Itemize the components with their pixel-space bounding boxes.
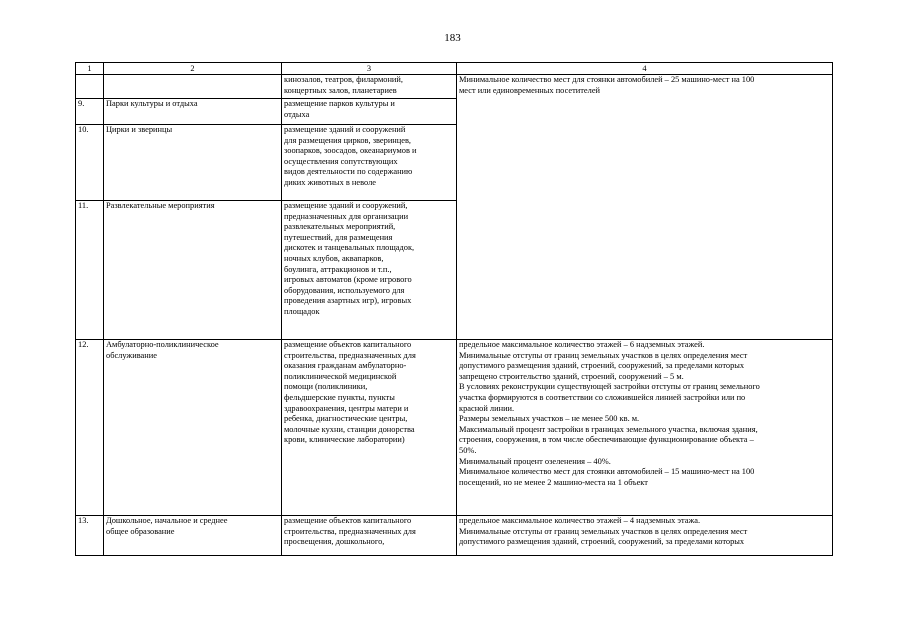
page-number: 183 (444, 32, 461, 44)
row-number-cell: 10. (76, 125, 104, 201)
use-description-cell: размещение зданий и сооружений, предназначенных для организации развлекательных мероприятий, путешествий, для размещения дискотек и танцевальных площадок, ночных клубов, аквапарков, боулинга, аттракционов и т.п., игровых автоматов (кроме игрового оборудования, используемого для проведения азартных игр), игровых площадок (282, 201, 457, 340)
zoning-table (75, 62, 833, 556)
parameters-cell: Минимальное количество мест для стоянки автомобилей – 25 машино-мест на 100 мест или единовременных посетителей (457, 75, 833, 340)
use-description-cell: размещение объектов капитального строительства, предназначенных для просвещения, дошкольного, (282, 516, 457, 556)
use-name-cell: Цирки и зверинцы (104, 125, 282, 201)
row-number-cell (76, 75, 104, 99)
table-row (76, 516, 833, 556)
use-name-cell: Развлекательные мероприятия (104, 201, 282, 340)
use-name-cell: Парки культуры и отдыха (104, 99, 282, 125)
row-number-cell: 11. (76, 201, 104, 340)
column-header: 4 (457, 63, 833, 75)
column-header: 3 (282, 63, 457, 75)
parameters-cell: предельное максимальное количество этажей – 6 надземных этажей. Минимальные отступы от границ земельных участков в целях определения мест допустимого размещения зданий, строений, сооружений, за пределами которых запрещено строительство зданий, строений, сооружений – 5 м. В условиях реконструкции существующей застройки отступы от границ земельного участка формируются в соответствии со сложившейся линией застройки или по красной линии. Размеры земельных участков – не менее 500 кв. м. Максимальный процент застройки в границах земельного участка, включая здания, строения, сооружения, в том числе обеспечивающие функционирование объекта – 50%. Минимальный процент озеленения – 40%. Минимальное количество мест для стоянки автомобилей – 15 машино-мест на 100 посещений, но не менее 2 машино-места на 1 объект (457, 340, 833, 516)
column-header: 2 (104, 63, 282, 75)
row-number-cell: 13. (76, 516, 104, 556)
table-row (76, 75, 833, 99)
parameters-cell: предельное максимальное количество этажей – 4 надземных этажа. Минимальные отступы от границ земельных участков в целях определения мест допустимого размещения зданий, строений, сооружений, за пределами которых (457, 516, 833, 556)
table-header-row (76, 63, 833, 75)
use-name-cell: Амбулаторно-поликлиническое обслуживание (104, 340, 282, 516)
column-header: 1 (76, 63, 104, 75)
use-name-cell: Дошкольное, начальное и среднее общее образование (104, 516, 282, 556)
use-name-cell (104, 75, 282, 99)
row-number-cell: 12. (76, 340, 104, 516)
use-description-cell: размещение объектов капитального строительства, предназначенных для оказания гражданам амбулаторно- поликлинической медицинской помощи (поликлиники, фельдшерские пункты, пункты здравоохранения, центры матери и ребенка, диагностические центры, молочные кухни, станции донорства крови, клинические лаборатории) (282, 340, 457, 516)
use-description-cell: размещение парков культуры и отдыха (282, 99, 457, 125)
use-description-cell: кинозалов, театров, филармоний, концертных залов, планетариев (282, 75, 457, 99)
table-row (76, 340, 833, 516)
use-description-cell: размещение зданий и сооружений для размещения цирков, зверинцев, зоопарков, зоосадов, океанариумов и осуществления сопутствующих видов деятельности по содержанию диких животных в неволе (282, 125, 457, 201)
row-number-cell: 9. (76, 99, 104, 125)
